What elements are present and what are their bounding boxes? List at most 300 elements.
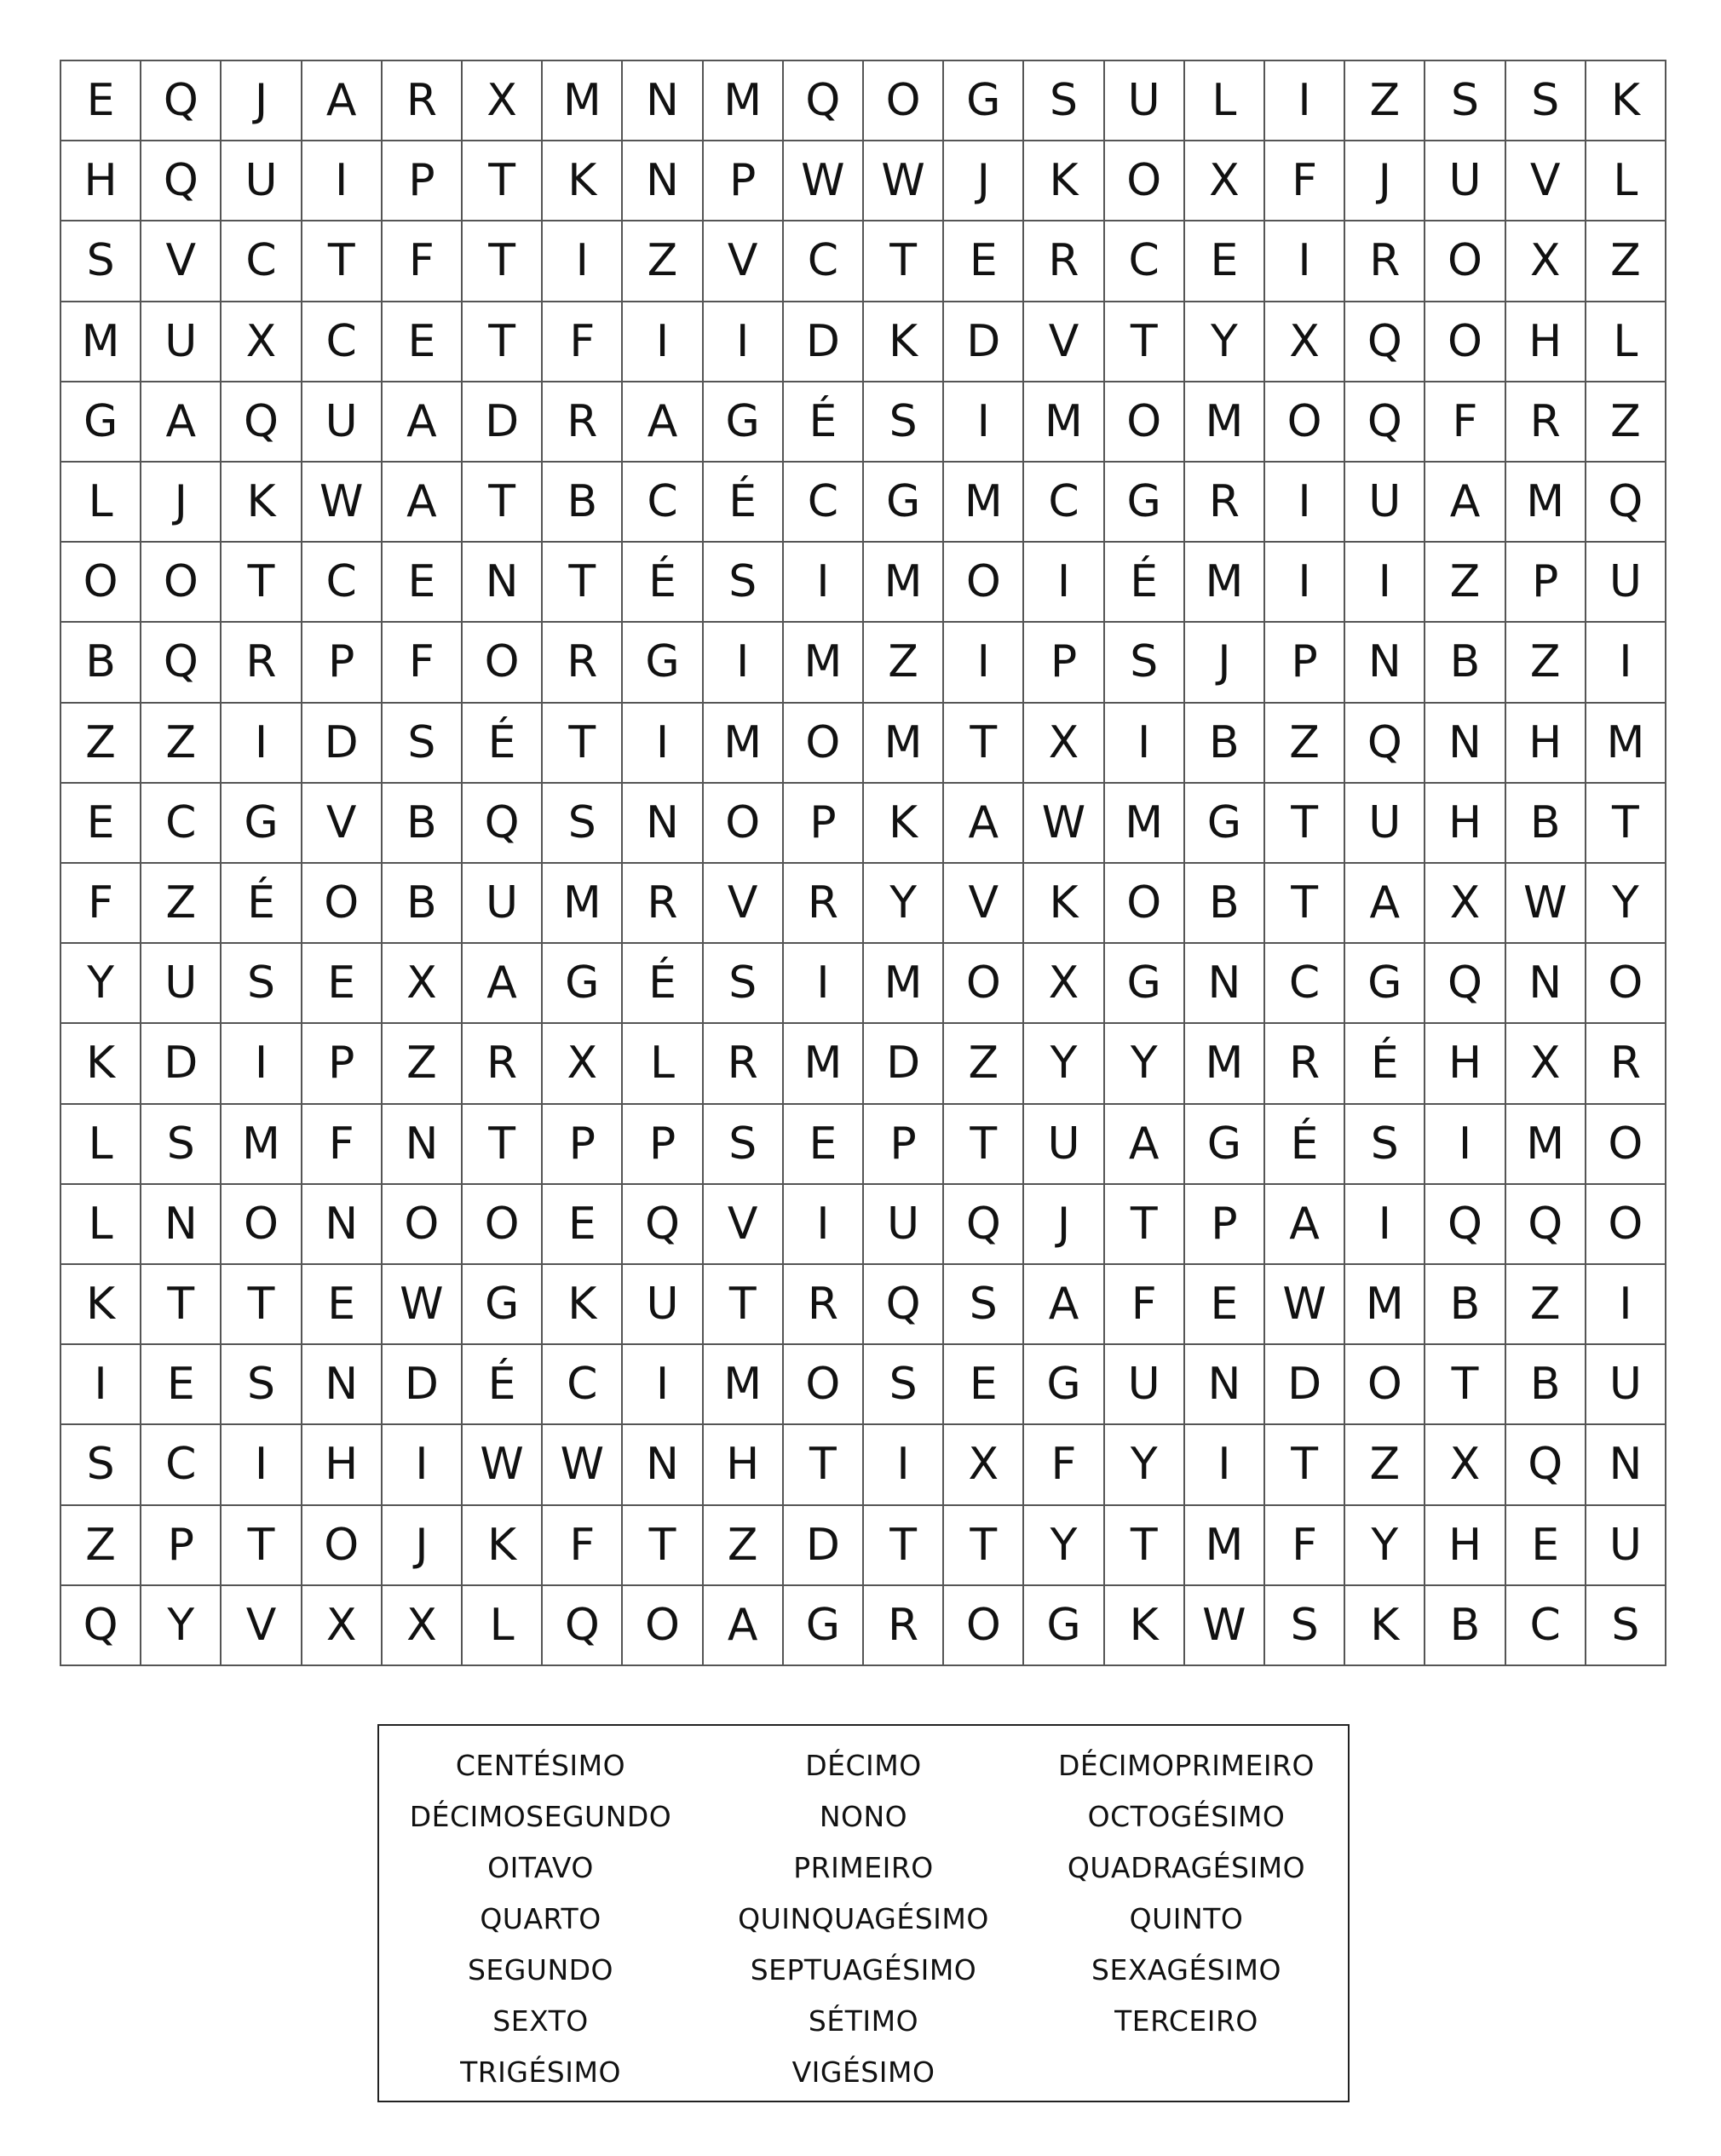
grid-cell[interactable]: X bbox=[302, 1586, 383, 1666]
grid-cell[interactable]: M bbox=[1345, 1265, 1425, 1345]
grid-cell[interactable]: O bbox=[1105, 864, 1185, 944]
grid-cell[interactable]: S bbox=[704, 944, 784, 1024]
grid-cell[interactable]: R bbox=[1586, 1024, 1666, 1104]
grid-cell[interactable]: E bbox=[543, 1185, 623, 1265]
grid-cell[interactable]: O bbox=[1345, 1345, 1425, 1425]
grid-cell[interactable]: M bbox=[543, 864, 623, 944]
grid-cell[interactable]: É bbox=[784, 382, 864, 463]
grid-cell[interactable]: Z bbox=[623, 221, 703, 302]
grid-cell[interactable]: X bbox=[543, 1024, 623, 1104]
grid-cell[interactable]: J bbox=[141, 463, 222, 543]
grid-cell[interactable]: S bbox=[704, 543, 784, 623]
grid-cell[interactable]: G bbox=[1105, 463, 1185, 543]
grid-cell[interactable]: Q bbox=[1345, 704, 1425, 784]
grid-cell[interactable]: Y bbox=[1024, 1024, 1104, 1104]
grid-cell[interactable]: T bbox=[463, 463, 543, 543]
grid-cell[interactable]: T bbox=[463, 221, 543, 302]
grid-cell[interactable]: O bbox=[463, 623, 543, 703]
grid-cell[interactable]: Z bbox=[1345, 61, 1425, 141]
grid-cell[interactable]: A bbox=[704, 1586, 784, 1666]
grid-cell[interactable]: O bbox=[302, 1506, 383, 1586]
grid-cell[interactable]: C bbox=[543, 1345, 623, 1425]
grid-cell[interactable]: X bbox=[1425, 1425, 1505, 1505]
grid-cell[interactable]: U bbox=[1345, 784, 1425, 864]
grid-cell[interactable]: O bbox=[1105, 382, 1185, 463]
grid-cell[interactable]: P bbox=[784, 784, 864, 864]
grid-cell[interactable]: I bbox=[784, 1185, 864, 1265]
grid-cell[interactable]: R bbox=[543, 623, 623, 703]
grid-cell[interactable]: A bbox=[1425, 463, 1505, 543]
grid-cell[interactable]: R bbox=[543, 382, 623, 463]
grid-cell[interactable]: É bbox=[1105, 543, 1185, 623]
grid-cell[interactable]: Q bbox=[543, 1586, 623, 1666]
grid-cell[interactable]: O bbox=[222, 1185, 302, 1265]
grid-cell[interactable]: S bbox=[864, 1345, 944, 1425]
grid-cell[interactable]: W bbox=[864, 141, 944, 221]
grid-cell[interactable]: M bbox=[704, 704, 784, 784]
grid-cell[interactable]: C bbox=[1105, 221, 1185, 302]
grid-cell[interactable]: Q bbox=[784, 61, 864, 141]
grid-cell[interactable]: N bbox=[623, 141, 703, 221]
grid-cell[interactable]: X bbox=[383, 1586, 463, 1666]
grid-cell[interactable]: W bbox=[383, 1265, 463, 1345]
grid-cell[interactable]: É bbox=[463, 704, 543, 784]
grid-cell[interactable]: Z bbox=[1425, 543, 1505, 623]
grid-cell[interactable]: U bbox=[1586, 543, 1666, 623]
grid-cell[interactable]: H bbox=[1425, 1024, 1505, 1104]
grid-cell[interactable]: I bbox=[944, 623, 1024, 703]
grid-cell[interactable]: F bbox=[61, 864, 141, 944]
grid-cell[interactable]: A bbox=[463, 944, 543, 1024]
grid-cell[interactable]: G bbox=[864, 463, 944, 543]
grid-cell[interactable]: L bbox=[1586, 302, 1666, 382]
grid-cell[interactable]: N bbox=[1425, 704, 1505, 784]
grid-cell[interactable]: W bbox=[1024, 784, 1104, 864]
grid-cell[interactable]: F bbox=[543, 302, 623, 382]
grid-cell[interactable]: J bbox=[222, 61, 302, 141]
grid-cell[interactable]: S bbox=[543, 784, 623, 864]
grid-cell[interactable]: E bbox=[383, 543, 463, 623]
grid-cell[interactable]: É bbox=[623, 944, 703, 1024]
grid-cell[interactable]: C bbox=[1506, 1586, 1586, 1666]
grid-cell[interactable]: P bbox=[543, 1105, 623, 1185]
grid-cell[interactable]: T bbox=[784, 1425, 864, 1505]
grid-cell[interactable]: M bbox=[543, 61, 623, 141]
grid-cell[interactable]: S bbox=[1345, 1105, 1425, 1185]
grid-cell[interactable]: T bbox=[1265, 864, 1345, 944]
grid-cell[interactable]: R bbox=[784, 864, 864, 944]
grid-cell[interactable]: T bbox=[1265, 1425, 1345, 1505]
grid-cell[interactable]: V bbox=[704, 1185, 784, 1265]
grid-cell[interactable]: R bbox=[1506, 382, 1586, 463]
grid-cell[interactable]: E bbox=[302, 944, 383, 1024]
grid-cell[interactable]: G bbox=[1185, 1105, 1265, 1185]
grid-cell[interactable]: U bbox=[1024, 1105, 1104, 1185]
grid-cell[interactable]: M bbox=[61, 302, 141, 382]
grid-cell[interactable]: E bbox=[944, 221, 1024, 302]
grid-cell[interactable]: T bbox=[222, 1265, 302, 1345]
grid-cell[interactable]: I bbox=[944, 382, 1024, 463]
grid-cell[interactable]: M bbox=[1185, 1506, 1265, 1586]
grid-cell[interactable]: B bbox=[1185, 704, 1265, 784]
grid-cell[interactable]: C bbox=[784, 463, 864, 543]
grid-cell[interactable]: N bbox=[623, 61, 703, 141]
grid-cell[interactable]: P bbox=[141, 1506, 222, 1586]
grid-cell[interactable]: T bbox=[543, 704, 623, 784]
grid-cell[interactable]: U bbox=[1425, 141, 1505, 221]
grid-cell[interactable]: Q bbox=[141, 141, 222, 221]
grid-cell[interactable]: B bbox=[1425, 623, 1505, 703]
grid-cell[interactable]: G bbox=[784, 1586, 864, 1666]
grid-cell[interactable]: B bbox=[1506, 784, 1586, 864]
grid-cell[interactable]: T bbox=[222, 543, 302, 623]
grid-cell[interactable]: E bbox=[302, 1265, 383, 1345]
grid-cell[interactable]: A bbox=[302, 61, 383, 141]
grid-cell[interactable]: X bbox=[1265, 302, 1345, 382]
grid-cell[interactable]: O bbox=[944, 944, 1024, 1024]
grid-cell[interactable]: O bbox=[784, 1345, 864, 1425]
grid-cell[interactable]: I bbox=[1425, 1105, 1505, 1185]
grid-cell[interactable]: C bbox=[141, 784, 222, 864]
grid-cell[interactable]: T bbox=[623, 1506, 703, 1586]
grid-cell[interactable]: É bbox=[623, 543, 703, 623]
grid-cell[interactable]: S bbox=[1506, 61, 1586, 141]
grid-cell[interactable]: M bbox=[1185, 543, 1265, 623]
grid-cell[interactable]: T bbox=[944, 704, 1024, 784]
grid-cell[interactable]: U bbox=[1345, 463, 1425, 543]
grid-cell[interactable]: P bbox=[1185, 1185, 1265, 1265]
grid-cell[interactable]: J bbox=[944, 141, 1024, 221]
grid-cell[interactable]: G bbox=[944, 61, 1024, 141]
grid-cell[interactable]: P bbox=[302, 623, 383, 703]
grid-cell[interactable]: I bbox=[1586, 1265, 1666, 1345]
grid-cell[interactable]: M bbox=[1506, 1105, 1586, 1185]
grid-cell[interactable]: E bbox=[61, 61, 141, 141]
grid-cell[interactable]: F bbox=[383, 221, 463, 302]
grid-cell[interactable]: E bbox=[61, 784, 141, 864]
grid-cell[interactable]: I bbox=[1265, 221, 1345, 302]
grid-cell[interactable]: H bbox=[1425, 784, 1505, 864]
grid-cell[interactable]: M bbox=[1185, 382, 1265, 463]
grid-cell[interactable]: P bbox=[302, 1024, 383, 1104]
grid-cell[interactable]: A bbox=[1345, 864, 1425, 944]
grid-cell[interactable]: E bbox=[383, 302, 463, 382]
grid-cell[interactable]: X bbox=[463, 61, 543, 141]
grid-cell[interactable]: Q bbox=[623, 1185, 703, 1265]
grid-cell[interactable]: K bbox=[864, 784, 944, 864]
grid-cell[interactable]: X bbox=[383, 944, 463, 1024]
grid-cell[interactable]: V bbox=[704, 221, 784, 302]
grid-cell[interactable]: N bbox=[1586, 1425, 1666, 1505]
grid-cell[interactable]: O bbox=[944, 1586, 1024, 1666]
grid-cell[interactable]: D bbox=[1265, 1345, 1345, 1425]
grid-cell[interactable]: H bbox=[1425, 1506, 1505, 1586]
grid-cell[interactable]: Q bbox=[1345, 382, 1425, 463]
grid-cell[interactable]: V bbox=[222, 1586, 302, 1666]
grid-cell[interactable]: É bbox=[704, 463, 784, 543]
grid-cell[interactable]: A bbox=[1265, 1185, 1345, 1265]
grid-cell[interactable]: I bbox=[543, 221, 623, 302]
grid-cell[interactable]: B bbox=[1185, 864, 1265, 944]
grid-cell[interactable]: H bbox=[1506, 704, 1586, 784]
grid-cell[interactable]: C bbox=[1265, 944, 1345, 1024]
grid-cell[interactable]: K bbox=[61, 1265, 141, 1345]
grid-cell[interactable]: G bbox=[543, 944, 623, 1024]
grid-cell[interactable]: Q bbox=[1506, 1425, 1586, 1505]
grid-cell[interactable]: W bbox=[1506, 864, 1586, 944]
grid-cell[interactable]: M bbox=[784, 623, 864, 703]
grid-cell[interactable]: K bbox=[1024, 864, 1104, 944]
grid-cell[interactable]: S bbox=[704, 1105, 784, 1185]
grid-cell[interactable]: T bbox=[543, 543, 623, 623]
grid-cell[interactable]: H bbox=[1506, 302, 1586, 382]
grid-cell[interactable]: T bbox=[1105, 1506, 1185, 1586]
grid-cell[interactable]: O bbox=[1586, 1185, 1666, 1265]
grid-cell[interactable]: X bbox=[944, 1425, 1024, 1505]
grid-cell[interactable]: J bbox=[1345, 141, 1425, 221]
grid-cell[interactable]: O bbox=[1586, 1105, 1666, 1185]
grid-cell[interactable]: I bbox=[1105, 704, 1185, 784]
grid-cell[interactable]: I bbox=[784, 543, 864, 623]
grid-cell[interactable]: V bbox=[944, 864, 1024, 944]
grid-cell[interactable]: L bbox=[463, 1586, 543, 1666]
grid-cell[interactable]: T bbox=[944, 1105, 1024, 1185]
grid-cell[interactable]: G bbox=[623, 623, 703, 703]
grid-cell[interactable]: I bbox=[864, 1425, 944, 1505]
grid-cell[interactable]: B bbox=[1506, 1345, 1586, 1425]
grid-cell[interactable]: U bbox=[864, 1185, 944, 1265]
grid-cell[interactable]: O bbox=[1105, 141, 1185, 221]
grid-cell[interactable]: O bbox=[1425, 302, 1505, 382]
grid-cell[interactable]: M bbox=[944, 463, 1024, 543]
grid-cell[interactable]: R bbox=[864, 1586, 944, 1666]
grid-cell[interactable]: I bbox=[704, 623, 784, 703]
grid-cell[interactable]: K bbox=[864, 302, 944, 382]
grid-cell[interactable]: O bbox=[623, 1586, 703, 1666]
grid-cell[interactable]: T bbox=[463, 141, 543, 221]
grid-cell[interactable]: R bbox=[1265, 1024, 1345, 1104]
grid-cell[interactable]: T bbox=[864, 1506, 944, 1586]
grid-cell[interactable]: Q bbox=[1506, 1185, 1586, 1265]
grid-cell[interactable]: A bbox=[1105, 1105, 1185, 1185]
grid-cell[interactable]: N bbox=[1506, 944, 1586, 1024]
grid-cell[interactable]: T bbox=[463, 302, 543, 382]
grid-cell[interactable]: R bbox=[463, 1024, 543, 1104]
grid-cell[interactable]: W bbox=[1185, 1586, 1265, 1666]
grid-cell[interactable]: I bbox=[623, 1345, 703, 1425]
grid-cell[interactable]: D bbox=[784, 302, 864, 382]
grid-cell[interactable]: I bbox=[1265, 61, 1345, 141]
grid-cell[interactable]: E bbox=[1185, 221, 1265, 302]
grid-cell[interactable]: C bbox=[784, 221, 864, 302]
grid-cell[interactable]: J bbox=[383, 1506, 463, 1586]
grid-cell[interactable]: S bbox=[944, 1265, 1024, 1345]
grid-cell[interactable]: N bbox=[141, 1185, 222, 1265]
grid-cell[interactable]: H bbox=[61, 141, 141, 221]
grid-cell[interactable]: E bbox=[141, 1345, 222, 1425]
grid-cell[interactable]: U bbox=[1586, 1345, 1666, 1425]
grid-cell[interactable]: F bbox=[1265, 1506, 1345, 1586]
grid-cell[interactable]: V bbox=[141, 221, 222, 302]
grid-cell[interactable]: S bbox=[61, 1425, 141, 1505]
grid-cell[interactable]: Q bbox=[1425, 1185, 1505, 1265]
grid-cell[interactable]: G bbox=[1024, 1586, 1104, 1666]
grid-cell[interactable]: Z bbox=[383, 1024, 463, 1104]
grid-cell[interactable]: K bbox=[1105, 1586, 1185, 1666]
grid-cell[interactable]: N bbox=[623, 1425, 703, 1505]
grid-cell[interactable]: B bbox=[543, 463, 623, 543]
grid-cell[interactable]: É bbox=[1345, 1024, 1425, 1104]
grid-cell[interactable]: J bbox=[1024, 1185, 1104, 1265]
grid-cell[interactable]: E bbox=[944, 1345, 1024, 1425]
grid-cell[interactable]: S bbox=[141, 1105, 222, 1185]
grid-cell[interactable]: P bbox=[704, 141, 784, 221]
grid-cell[interactable]: G bbox=[222, 784, 302, 864]
grid-cell[interactable]: X bbox=[1506, 221, 1586, 302]
grid-cell[interactable]: M bbox=[784, 1024, 864, 1104]
grid-cell[interactable]: I bbox=[1024, 543, 1104, 623]
grid-cell[interactable]: Z bbox=[1586, 221, 1666, 302]
grid-cell[interactable]: U bbox=[463, 864, 543, 944]
grid-cell[interactable]: S bbox=[222, 1345, 302, 1425]
grid-cell[interactable]: Y bbox=[1345, 1506, 1425, 1586]
grid-cell[interactable]: C bbox=[302, 543, 383, 623]
grid-cell[interactable]: Q bbox=[463, 784, 543, 864]
grid-cell[interactable]: I bbox=[704, 302, 784, 382]
grid-cell[interactable]: L bbox=[61, 1185, 141, 1265]
grid-cell[interactable]: U bbox=[1105, 61, 1185, 141]
grid-cell[interactable]: X bbox=[1024, 944, 1104, 1024]
grid-cell[interactable]: Y bbox=[61, 944, 141, 1024]
grid-cell[interactable]: K bbox=[61, 1024, 141, 1104]
grid-cell[interactable]: B bbox=[383, 784, 463, 864]
grid-cell[interactable]: L bbox=[61, 463, 141, 543]
grid-cell[interactable]: Y bbox=[1586, 864, 1666, 944]
grid-cell[interactable]: R bbox=[704, 1024, 784, 1104]
grid-cell[interactable]: B bbox=[1425, 1265, 1505, 1345]
grid-cell[interactable]: D bbox=[864, 1024, 944, 1104]
grid-cell[interactable]: Q bbox=[141, 623, 222, 703]
grid-cell[interactable]: U bbox=[623, 1265, 703, 1345]
grid-cell[interactable]: D bbox=[383, 1345, 463, 1425]
grid-cell[interactable]: U bbox=[1586, 1506, 1666, 1586]
grid-cell[interactable]: Y bbox=[1024, 1506, 1104, 1586]
grid-cell[interactable]: L bbox=[623, 1024, 703, 1104]
grid-cell[interactable]: F bbox=[1265, 141, 1345, 221]
grid-cell[interactable]: K bbox=[222, 463, 302, 543]
grid-cell[interactable]: S bbox=[1265, 1586, 1345, 1666]
grid-cell[interactable]: G bbox=[1345, 944, 1425, 1024]
grid-cell[interactable]: G bbox=[1185, 784, 1265, 864]
grid-cell[interactable]: J bbox=[1185, 623, 1265, 703]
grid-cell[interactable]: E bbox=[784, 1105, 864, 1185]
grid-cell[interactable]: M bbox=[704, 61, 784, 141]
grid-cell[interactable]: R bbox=[784, 1265, 864, 1345]
grid-cell[interactable]: C bbox=[141, 1425, 222, 1505]
grid-cell[interactable]: O bbox=[302, 864, 383, 944]
grid-cell[interactable]: K bbox=[1024, 141, 1104, 221]
grid-cell[interactable]: H bbox=[704, 1425, 784, 1505]
grid-cell[interactable]: X bbox=[222, 302, 302, 382]
grid-cell[interactable]: D bbox=[302, 704, 383, 784]
grid-cell[interactable]: N bbox=[302, 1185, 383, 1265]
grid-cell[interactable]: Z bbox=[944, 1024, 1024, 1104]
grid-cell[interactable]: P bbox=[864, 1105, 944, 1185]
grid-cell[interactable]: I bbox=[623, 302, 703, 382]
grid-cell[interactable]: O bbox=[141, 543, 222, 623]
grid-cell[interactable]: T bbox=[141, 1265, 222, 1345]
grid-cell[interactable]: W bbox=[543, 1425, 623, 1505]
grid-cell[interactable]: T bbox=[1105, 1185, 1185, 1265]
grid-cell[interactable]: É bbox=[463, 1345, 543, 1425]
grid-cell[interactable]: X bbox=[1024, 704, 1104, 784]
grid-cell[interactable]: I bbox=[222, 704, 302, 784]
grid-cell[interactable]: R bbox=[1345, 221, 1425, 302]
grid-cell[interactable]: S bbox=[1586, 1586, 1666, 1666]
grid-cell[interactable]: C bbox=[623, 463, 703, 543]
grid-cell[interactable]: F bbox=[383, 623, 463, 703]
grid-cell[interactable]: I bbox=[1265, 463, 1345, 543]
grid-cell[interactable]: S bbox=[383, 704, 463, 784]
grid-cell[interactable]: U bbox=[222, 141, 302, 221]
grid-cell[interactable]: U bbox=[302, 382, 383, 463]
grid-cell[interactable]: B bbox=[383, 864, 463, 944]
grid-cell[interactable]: U bbox=[141, 302, 222, 382]
grid-cell[interactable]: Y bbox=[864, 864, 944, 944]
grid-cell[interactable]: W bbox=[302, 463, 383, 543]
grid-cell[interactable]: Z bbox=[704, 1506, 784, 1586]
grid-cell[interactable]: Q bbox=[141, 61, 222, 141]
grid-cell[interactable]: F bbox=[302, 1105, 383, 1185]
grid-cell[interactable]: M bbox=[222, 1105, 302, 1185]
grid-cell[interactable]: I bbox=[222, 1024, 302, 1104]
grid-cell[interactable]: M bbox=[864, 944, 944, 1024]
grid-cell[interactable]: K bbox=[1586, 61, 1666, 141]
grid-cell[interactable]: P bbox=[1506, 543, 1586, 623]
grid-cell[interactable]: O bbox=[463, 1185, 543, 1265]
grid-cell[interactable]: D bbox=[944, 302, 1024, 382]
grid-cell[interactable]: O bbox=[1586, 944, 1666, 1024]
grid-cell[interactable]: É bbox=[222, 864, 302, 944]
grid-cell[interactable]: D bbox=[784, 1506, 864, 1586]
grid-cell[interactable]: L bbox=[61, 1105, 141, 1185]
grid-cell[interactable]: A bbox=[383, 463, 463, 543]
grid-cell[interactable]: Y bbox=[141, 1586, 222, 1666]
grid-cell[interactable]: V bbox=[302, 784, 383, 864]
grid-cell[interactable]: A bbox=[623, 382, 703, 463]
grid-cell[interactable]: V bbox=[1506, 141, 1586, 221]
grid-cell[interactable]: Z bbox=[141, 704, 222, 784]
grid-cell[interactable]: I bbox=[1265, 543, 1345, 623]
grid-cell[interactable]: I bbox=[383, 1425, 463, 1505]
grid-cell[interactable]: S bbox=[61, 221, 141, 302]
grid-cell[interactable]: Z bbox=[61, 704, 141, 784]
grid-cell[interactable]: Q bbox=[864, 1265, 944, 1345]
grid-cell[interactable]: U bbox=[1105, 1345, 1185, 1425]
grid-cell[interactable]: Z bbox=[1586, 382, 1666, 463]
grid-cell[interactable]: X bbox=[1185, 141, 1265, 221]
grid-cell[interactable]: A bbox=[141, 382, 222, 463]
grid-cell[interactable]: S bbox=[222, 944, 302, 1024]
grid-cell[interactable]: T bbox=[1586, 784, 1666, 864]
grid-cell[interactable]: Q bbox=[222, 382, 302, 463]
grid-cell[interactable]: I bbox=[1586, 623, 1666, 703]
grid-cell[interactable]: O bbox=[383, 1185, 463, 1265]
grid-cell[interactable]: P bbox=[383, 141, 463, 221]
grid-cell[interactable]: R bbox=[623, 864, 703, 944]
grid-cell[interactable]: Y bbox=[1105, 1425, 1185, 1505]
grid-cell[interactable]: C bbox=[222, 221, 302, 302]
